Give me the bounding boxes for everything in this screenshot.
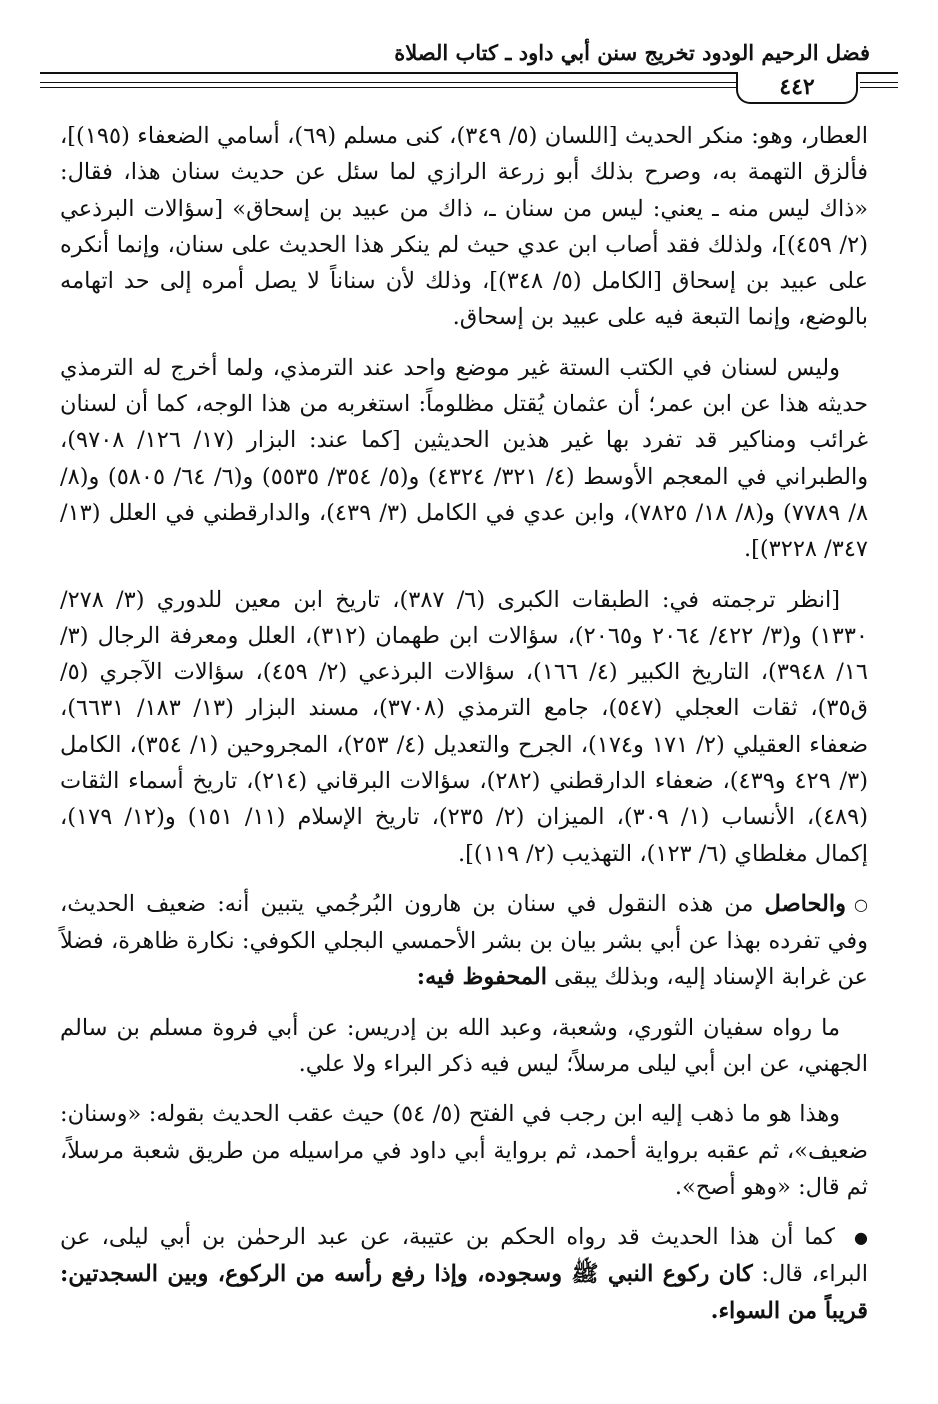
page-number: ٤٤٢: [779, 74, 815, 100]
paragraph-6: وهذا هو ما ذهب إليه ابن رجب في الفتح (٥/ ٥٤) حيث عقب الحديث بقوله: «وسنان: ضعيف»، ثم عقبه برواية أحمد، ثم برواية أبي داود في مراسيله من طريق شعبة مرسلاً، ثم قال: «وهو أصح».: [60, 1101, 868, 1200]
lead-word: والحاصل: [764, 890, 847, 917]
header-rule-double-1: [40, 82, 736, 83]
paragraph-2: وليس لسنان في الكتب الستة غير موضع واحد عند الترمذي، ولما أخرج له الترمذي حديثه هذا عن ابن عمر؛ أن عثمان يُقتل مظلوماً: استغربه من هذا الوجه، كما أن لسنان غرائب ومناكير قد تفرد بها غير هذين الحديثين [كما عند: البزار (١٧/ ١٢٦/ ٩٧٠٨)، والطبراني في المعجم الأوسط (٤/ ٣٢١/ ٤٣٢٤) و(٥/ ٣٥٤/ ٥٥٣٥) و(٦/ ٦٤/ ٥٨٠٥) و(٨/ ٨/ ٧٧٨٩) و(٨/ ١٨/ ٧٨٢٥)، وابن عدي في الكامل (٣/ ٤٣٩)، والدارقطني في العلل (١٣/ ٣٤٧/ ٣٢٢٨)].: [60, 354, 869, 563]
paragraph-7: [60, 1219, 868, 1329]
paragraph-4-bold-tail: المحفوظ فيه:: [416, 964, 547, 991]
paragraph-3: [انظر ترجمته في: الطبقات الكبرى (٦/ ٣٨٧)، تاريخ ابن معين للدوري (٣/ ٢٧٨/ ١٣٣٠) و(٣/ ٤٢٢/ ٢٠٦٤ و٢٠٦٥)، سؤالات ابن طهمان (٣١٢)، العلل ومعرفة الرجال (٣/ ١٦/ ٣٩٤٨)، التاريخ الكبير (٤/ ١٦٦)، سؤالات البرذعي (٢/ ٤٥٩)، سؤالات الآجري (٥/ ق٣٥)، ثقات العجلي (٥٤٧)، جامع الترمذي (٣٧٠٨)، مسند البزار (١٣/ ١٨٣/ ٦٦٣١)، ضعفاء العقيلي (٢/ ١٧١ و١٧٤)، الجرح والتعديل (٤/ ٢٥٣)، المجروحين (١/ ٣٥٤)، الكامل (٣/ ٤٢٩ و٤٣٩)، ضعفاء الدارقطني (٢٨٢)، سؤالات البرقاني (٢١٤)، تاريخ أسماء الثقات (٤٨٩)، الأنساب (١/ ٣٠٩)، الميزان (٢/ ٢٣٥)، تاريخ الإسلام (١١/ ١٥١) و(١٢/ ١٧٩)، إكمال مغلطاي (٦/ ١٢٣)، التهذيب (٢/ ١١٩)].: [60, 586, 869, 867]
circle-bullet-icon: ○: [854, 894, 868, 914]
paragraph-1: العطار، وهو: منكر الحديث [اللسان (٥/ ٣٤٩)، كنى مسلم (٦٩)، أسامي الضعفاء (١٩٥)]، فألزق التهمة به، وصرح بذلك أبو زرعة الرازي لما سئل عن حديث سنان هذا، فقال: «ذاك ليس منه ـ يعني: ليس من سنان ـ، ذاك من عبيد بن إسحاق» [سؤالات البرذعي (٢/ ٤٥٩)]، ولذلك فقد أصاب ابن عدي حيث لم ينكر هذا الحديث على سنان، وإنما أنكره على عبيد بن إسحاق [الكامل (٥/ ٣٤٨)]، وذلك لأن سناناً لا يصل أمره إلى حد اتهامه بالوضع، وإنما التبعة فيه على عبيد بن إسحاق.: [60, 123, 869, 331]
page-header: [40, 38, 898, 104]
paragraph-4-text: من هذه النقول في سنان بن هارون البُرجُمي يتبين أنه: ضعيف الحديث، وفي تفرده بهذا عن أبي بشر بيان بن بشر الأحمسي البجلي الكوفي: نكارة ظاهرة، فضلاً عن غرابة الإسناد إليه، وبذلك يبقى: [60, 890, 868, 991]
page-number-badge: [736, 72, 858, 104]
paragraph-4: [60, 886, 868, 996]
filled-bullet-icon: ●: [854, 1228, 868, 1247]
paragraph-7-text: كما أن هذا الحديث قد رواه الحكم بن عتيبة، عن عبد الرحمٰن بن أبي ليلى، عن البراء، قال:: [60, 1224, 868, 1288]
header-rule-right-1: [860, 82, 898, 83]
header-rule-double-2: [40, 87, 736, 88]
running-title: فضل الرحيم الودود تخريج سنن أبي داود ـ كتاب الصلاة: [394, 40, 870, 65]
hadith-text: كان ركوع النبي ﷺ وسجوده، وإذا رفع رأسه من الركوع، وبين السجدتين: قريباً من السواء.: [60, 1261, 868, 1324]
paragraph-5: ما رواه سفيان الثوري، وشعبة، وعبد الله بن إدريس: عن أبي فروة مسلم بن سالم الجهني، عن ابن أبي ليلى مرسلاً؛ ليس فيه ذكر البراء ولا علي.: [60, 1014, 868, 1077]
body-text: [60, 118, 868, 1329]
header-rule-right-2: [860, 87, 898, 88]
